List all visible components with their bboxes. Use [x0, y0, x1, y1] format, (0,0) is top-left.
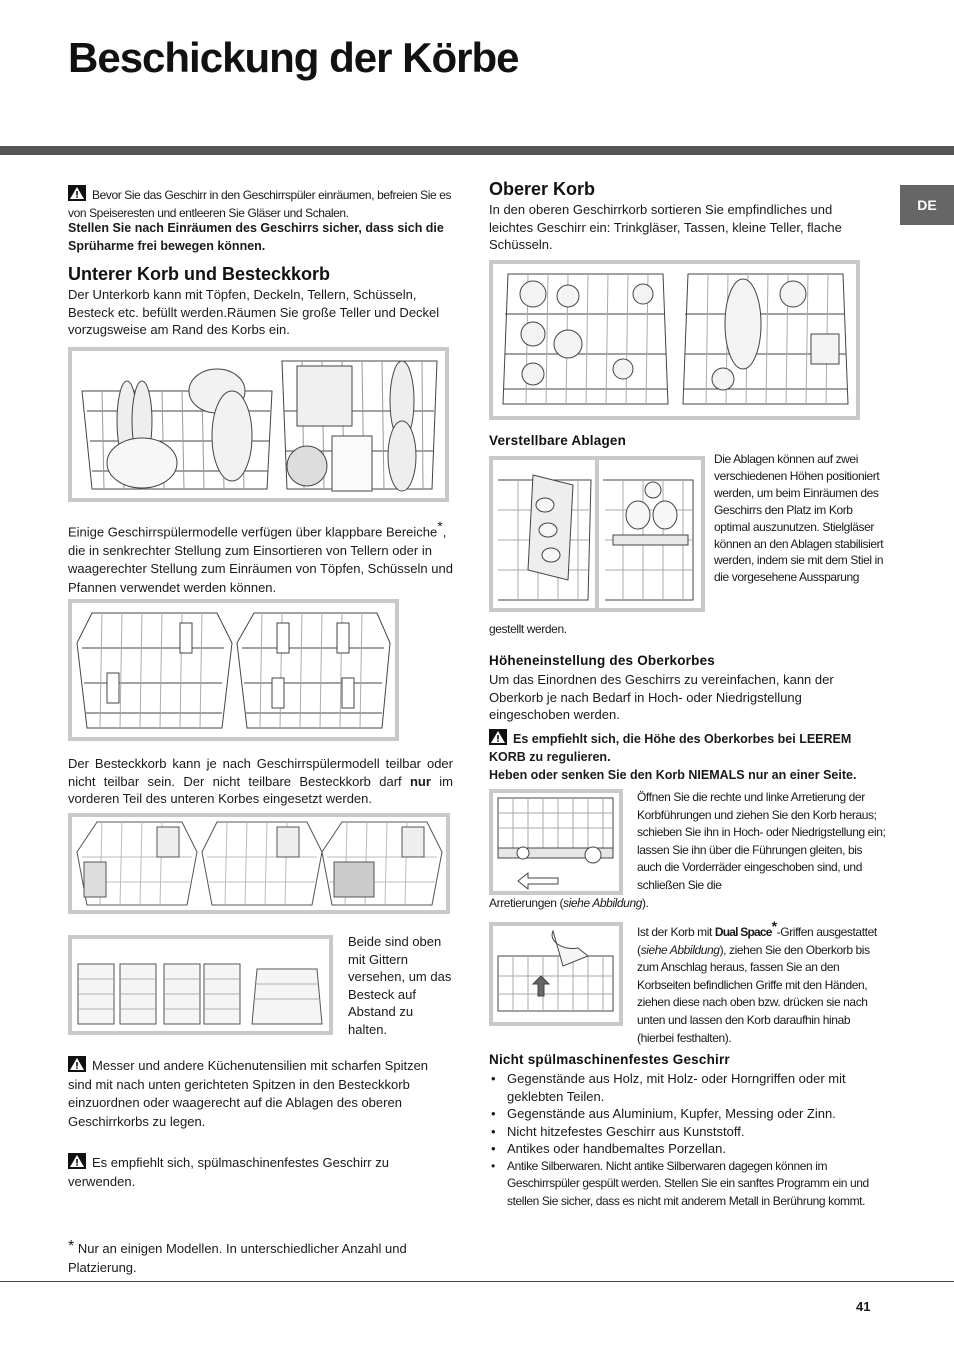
dual-space-asterisk: *: [771, 918, 777, 934]
height-warning: [489, 729, 884, 784]
grid-text: Beide sind oben mit Gittern versehen, um das Besteck auf Abstand zu halten.: [348, 934, 452, 1037]
language-tab: DE: [900, 185, 954, 225]
height-warning-2: Heben oder senken Sie den Korb NIEMALS nur an einer Seite.: [489, 768, 857, 782]
warning-triangle-icon: [68, 1056, 86, 1072]
list-item: • Antike Silberwaren. Nicht antike Silberwaren dagegen können im Geschirrspüler gespült werden. Stellen Sie ein sanftes Programm ein und stellen Sie sicher, dass es nicht mit anderem Metall in Berührung kommt.: [489, 1158, 869, 1211]
warning-triangle-icon: [68, 185, 86, 201]
height-text: Um das Einordnen des Geschirrs zu vereinfachen, kann der Oberkorb je nach Bedarf in Hoch- oder Niedrigstellung eingeschoben werden.: [489, 672, 834, 722]
rails-text-end-italic: siehe Abbildung: [563, 896, 643, 910]
warning-triangle-icon: [489, 729, 507, 745]
page-number: 41: [856, 1299, 871, 1314]
folding-text-a: Einige Geschirrspülermodelle verfügen über klappbare Bereiche: [68, 524, 438, 540]
upper-basket-heading: Oberer Korb: [489, 179, 596, 199]
shelves-heading: Verstellbare Ablagen: [489, 433, 627, 448]
shelves-text: Die Ablagen können auf zwei verschiedenen Höhen positioniert werden, um beim Einräumen des Geschirrs den Platz im Korb optimal auszunutzen. Stielgläser können an den Ablagen stabilisiert werden, indem sie mit dem Stiel in die vorgesehene Aussparung: [714, 452, 884, 585]
dishwasher-safe-warning-text: Es empfiehlt sich, spülmaschinenfestes Geschirr zu verwenden.: [68, 1155, 389, 1189]
dishwasher-safe-warning: [68, 1153, 428, 1191]
list-item: • Gegenstände aus Holz, mit Holz- oder Horngriffen oder mit geklebten Teilen.: [489, 1070, 869, 1105]
intro-warning: [68, 185, 456, 222]
cutlery-basket-illustration: [68, 813, 450, 914]
knife-warning-text: Messer und andere Küchenutensilien mit scharfen Spitzen sind mit nach unten gerichteten Spitzen in den Besteckkorb einzuordnen oder waagerecht auf die Ablagen des oberen Geschirrkorbs zu legen.: [68, 1058, 429, 1129]
list-item: • Nicht hitzefestes Geschirr aus Kunststoff.: [489, 1123, 869, 1141]
dual-text-italic: siehe Abbildung: [640, 942, 720, 957]
dual-text-b: -Griffen ausgestattet (: [637, 925, 877, 957]
knife-warning: [68, 1056, 453, 1131]
footnote: [68, 1238, 453, 1277]
list-item: • Gegenstände aus Aluminium, Kupfer, Messing oder Zinn.: [489, 1105, 869, 1123]
asterisk: *: [437, 518, 443, 534]
rails-text-end-b: ).: [642, 896, 649, 910]
height-warning-1: Es empfiehlt sich, die Höhe des Oberkorbes bei LEEREM KORB zu regulieren.: [489, 732, 852, 764]
upper-basket-text: In den oberen Geschirrkorb sortieren Sie empfindliches und leichtes Geschirr ein: Trinkgläser, Tassen, kleine Teller, flache Schüsseln.: [489, 202, 842, 252]
cutlery-text: [68, 755, 453, 808]
height-heading: Höheneinstellung des Oberkorbes: [489, 653, 715, 668]
shelves-illustration: [489, 456, 705, 612]
lower-basket-heading: Unterer Korb und Besteckkorb: [68, 264, 331, 284]
shelves-text-end: gestellt werden.: [489, 622, 567, 636]
cutlery-grid-illustration: [68, 935, 333, 1035]
header-bar: [0, 146, 954, 155]
cutlery-text-a: Der Besteckkorb kann je nach Geschirrspülermodell teilbar oder nicht teilbar sein. Der nicht teilbare Besteckkorb darf: [68, 756, 453, 789]
upper-basket-illustration: [489, 260, 860, 420]
folding-racks-illustration: [68, 599, 399, 741]
dual-space-text: [637, 918, 887, 1047]
footnote-text: Nur an einigen Modellen. In unterschiedlicher Anzahl und Platzierung.: [68, 1241, 407, 1275]
lower-basket-text: Der Unterkorb kann mit Töpfen, Deckeln, Tellern, Schüsseln, Besteck etc. befüllt werden.Räumen Sie große Teller und Deckel vorzugsweise am Rand des Korbs ein.: [68, 287, 440, 337]
footer-divider: [0, 1281, 954, 1282]
dual-text-c: ), ziehen Sie den Oberkorb bis zum Anschlag heraus, fassen Sie an den Korbseiten befindlichen Griffe mit den Händen, ziehen diese nach oben bzw. drücken sie nach unten und lassen den Korb daraufhin hinab (hierbei festhalten).: [637, 942, 870, 1045]
cutlery-text-b: im vorderen Teil des unteren Korbes eingesetzt werden.: [68, 773, 453, 806]
rails-text-end-a: Arretierungen (: [489, 896, 564, 910]
intro-warning-text: Bevor Sie das Geschirr in den Geschirrspüler einräumen, befreien Sie es von Speiseresten und entleeren Sie Gläser und Schalen.: [68, 188, 452, 220]
rails-text: Öffnen Sie die rechte und linke Arretierung der Korbführungen und ziehen Sie den Korb heraus; schieben Sie ihn in Hoch- oder Niedrigstellung ein; lassen Sie ihn über die Führungen gleiten, bis auch die Vorderräder eingeschoben sind, und schließen Sie die: [637, 790, 886, 892]
cutlery-text-bold: nur: [409, 773, 431, 789]
list-item: • Antikes oder handbemaltes Porzellan.: [489, 1140, 869, 1158]
lower-basket-illustration: [68, 347, 449, 502]
folding-text: [68, 517, 458, 597]
footnote-asterisk: *: [68, 1238, 75, 1255]
page-title: Beschickung der Körbe: [68, 34, 519, 81]
folding-text-b: , die in senkrechter Stellung zum Einsortieren von Tellern oder in waagerechter Stellung zum Einräumen von Töpfen, Schüsseln und Pfannen verwendet werden können.: [68, 524, 453, 595]
dual-space-illustration: [489, 922, 623, 1026]
rails-illustration: [489, 789, 623, 895]
unsafe-heading: Nicht spülmaschinenfestes Geschirr: [489, 1052, 730, 1067]
dual-text-a: Ist der Korb mit: [637, 925, 715, 939]
rails-text-end: [489, 895, 649, 913]
warning-triangle-icon: [68, 1153, 86, 1169]
unsafe-list: [489, 1070, 869, 1210]
intro-warning-bold: Stellen Sie nach Einräumen des Geschirrs sicher, dass sich die Sprüharme frei bewegen können.: [68, 221, 444, 253]
dual-space-brand: Dual Space: [714, 925, 772, 939]
